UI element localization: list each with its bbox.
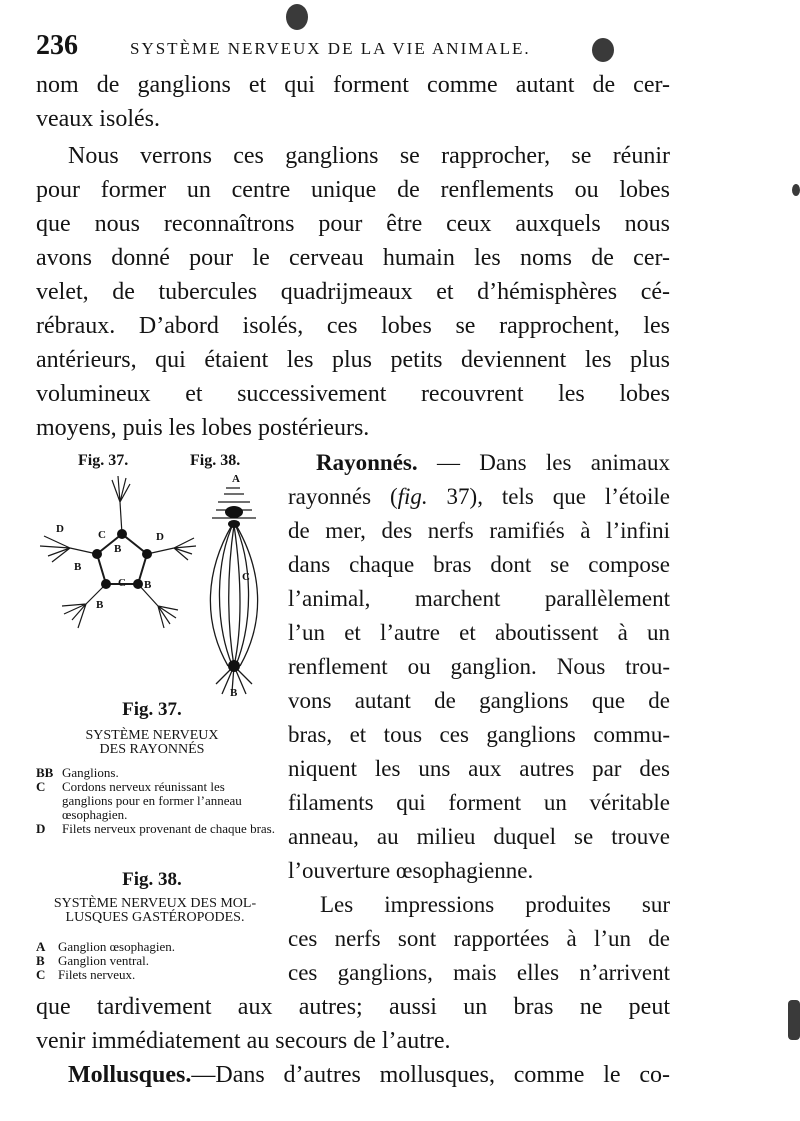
text-line: de mer, des nerfs ramifiés à l’infini bbox=[288, 518, 670, 543]
running-header bbox=[36, 30, 676, 60]
text-line: antérieurs, qui étaient les plus petits deviennent les plus bbox=[36, 347, 670, 373]
text-line: velet, de tubercules quadrijmeaux et d’hémisphères cé- bbox=[36, 279, 670, 305]
text-line: rébraux. D’abord isolés, ces lobes se rapprochent, les bbox=[36, 313, 670, 339]
text-line: Mollusques.—Dans d’autres mollusques, comme le co- bbox=[68, 1062, 670, 1088]
fig38-legend bbox=[36, 940, 276, 982]
fig37-letter-b: B bbox=[96, 599, 104, 611]
fig37-letter-b: B bbox=[144, 579, 152, 591]
text-line: l’animal, marchent parallèlement bbox=[288, 586, 670, 611]
fig37-letter-c: C bbox=[118, 577, 126, 589]
legend-entry: D Filets nerveux provenant de chaque bras. bbox=[36, 821, 275, 836]
text-line: ces ganglions, mais elles n’arrivent bbox=[288, 960, 670, 985]
fig38-caption-number: Fig. 38. bbox=[122, 869, 182, 890]
running-title: SYSTÈME NERVEUX DE LA VIE ANIMALE. bbox=[130, 39, 531, 58]
text-line: veaux isolés. bbox=[36, 106, 160, 132]
text-line: Rayonnés. — Dans les animaux bbox=[316, 450, 670, 475]
text-line: vons autant de ganglions que de bbox=[288, 688, 670, 713]
text-line: ces nerfs sont rapportées à l’un de bbox=[288, 926, 670, 951]
text-line: venir immédiatement au secours de l’autre. bbox=[36, 1028, 451, 1054]
text-line: que tardivement aux autres; aussi un bras ne peut bbox=[36, 994, 670, 1020]
text-line: Nous verrons ces ganglions se rapprocher, se réunir bbox=[68, 143, 670, 169]
fig38-caption-title: SYSTÈME NERVEUX DES MOL- bbox=[53, 896, 257, 911]
section-heading-rayonnes: Rayonnés. bbox=[316, 450, 418, 475]
text-line: que nous reconnaîtrons pour être ceux auxquels nous bbox=[36, 211, 670, 237]
legend-entry: C Filets nerveux. bbox=[36, 967, 136, 982]
text-line: volumineux et successivement recouvrent les lobes bbox=[36, 381, 670, 407]
text-line: bras, et tous ces ganglions commu- bbox=[288, 722, 670, 747]
text-line: rayonnés (fig. 37), tels que l’étoile bbox=[288, 484, 670, 509]
legend-entry: C Cordons nerveux réunissant les ganglions pour en former l’anneau œsophagien. bbox=[36, 779, 242, 822]
ink-blot bbox=[792, 184, 800, 196]
ink-blot bbox=[286, 4, 308, 30]
fig37-caption-title: DES RAYONNÉS bbox=[99, 742, 205, 757]
text-line: anneau, au milieu duquel se trouve bbox=[288, 824, 670, 849]
fig37-legend bbox=[36, 766, 276, 836]
text-line: pour former un centre unique de renflements ou lobes bbox=[36, 177, 670, 203]
legend-entry: BB Ganglions. bbox=[36, 765, 119, 780]
section-heading-mollusques: Mollusques. bbox=[68, 1062, 192, 1088]
fig37-starfish-nervous-system bbox=[34, 472, 204, 632]
fig37-letter-d: D bbox=[56, 523, 64, 535]
text-line: moyens, puis les lobes postérieurs. bbox=[36, 415, 370, 441]
fig37-letter-b: B bbox=[114, 543, 122, 555]
text-line: dans chaque bras dont se compose bbox=[288, 552, 670, 577]
text-line: avons donné pour le cerveau humain les noms de cer- bbox=[36, 245, 670, 271]
fig37-letter-d: D bbox=[156, 531, 164, 543]
text-line: renflement ou ganglion. Nous trou- bbox=[288, 654, 670, 679]
fig38-caption-title: LUSQUES GASTÉROPODES. bbox=[65, 910, 245, 925]
fig38-label: Fig. 38. bbox=[190, 452, 241, 469]
legend-entry: A Ganglion œsophagien. bbox=[36, 939, 175, 954]
text-line: nom de ganglions et qui forment comme autant de cer- bbox=[36, 72, 670, 98]
text-line: niquent les uns aux autres par des bbox=[288, 756, 670, 781]
text-line: l’un et l’autre et aboutissent à un bbox=[288, 620, 670, 645]
fig38-letter-a: A bbox=[232, 473, 240, 485]
fig37-letter-c: C bbox=[98, 529, 106, 541]
text-line: l’ouverture œsophagienne. bbox=[288, 858, 534, 883]
text-line: Les impressions produites sur bbox=[320, 892, 670, 917]
fig37-letter-b: B bbox=[74, 561, 82, 573]
ink-blot bbox=[788, 1000, 800, 1040]
fig37-label: Fig. 37. bbox=[78, 452, 129, 469]
fig37-caption-title: SYSTÈME NERVEUX bbox=[85, 728, 219, 743]
text-line: filaments qui forment un véritable bbox=[288, 790, 670, 815]
fig38-letter-b: B bbox=[230, 687, 238, 699]
page-number: 236 bbox=[36, 30, 78, 61]
fig37-caption-number: Fig. 37. bbox=[122, 699, 182, 720]
fig38-gastropod-nervous-system bbox=[196, 470, 276, 700]
legend-entry: B Ganglion ventral. bbox=[36, 953, 149, 968]
fig38-letter-c: C bbox=[242, 571, 250, 583]
